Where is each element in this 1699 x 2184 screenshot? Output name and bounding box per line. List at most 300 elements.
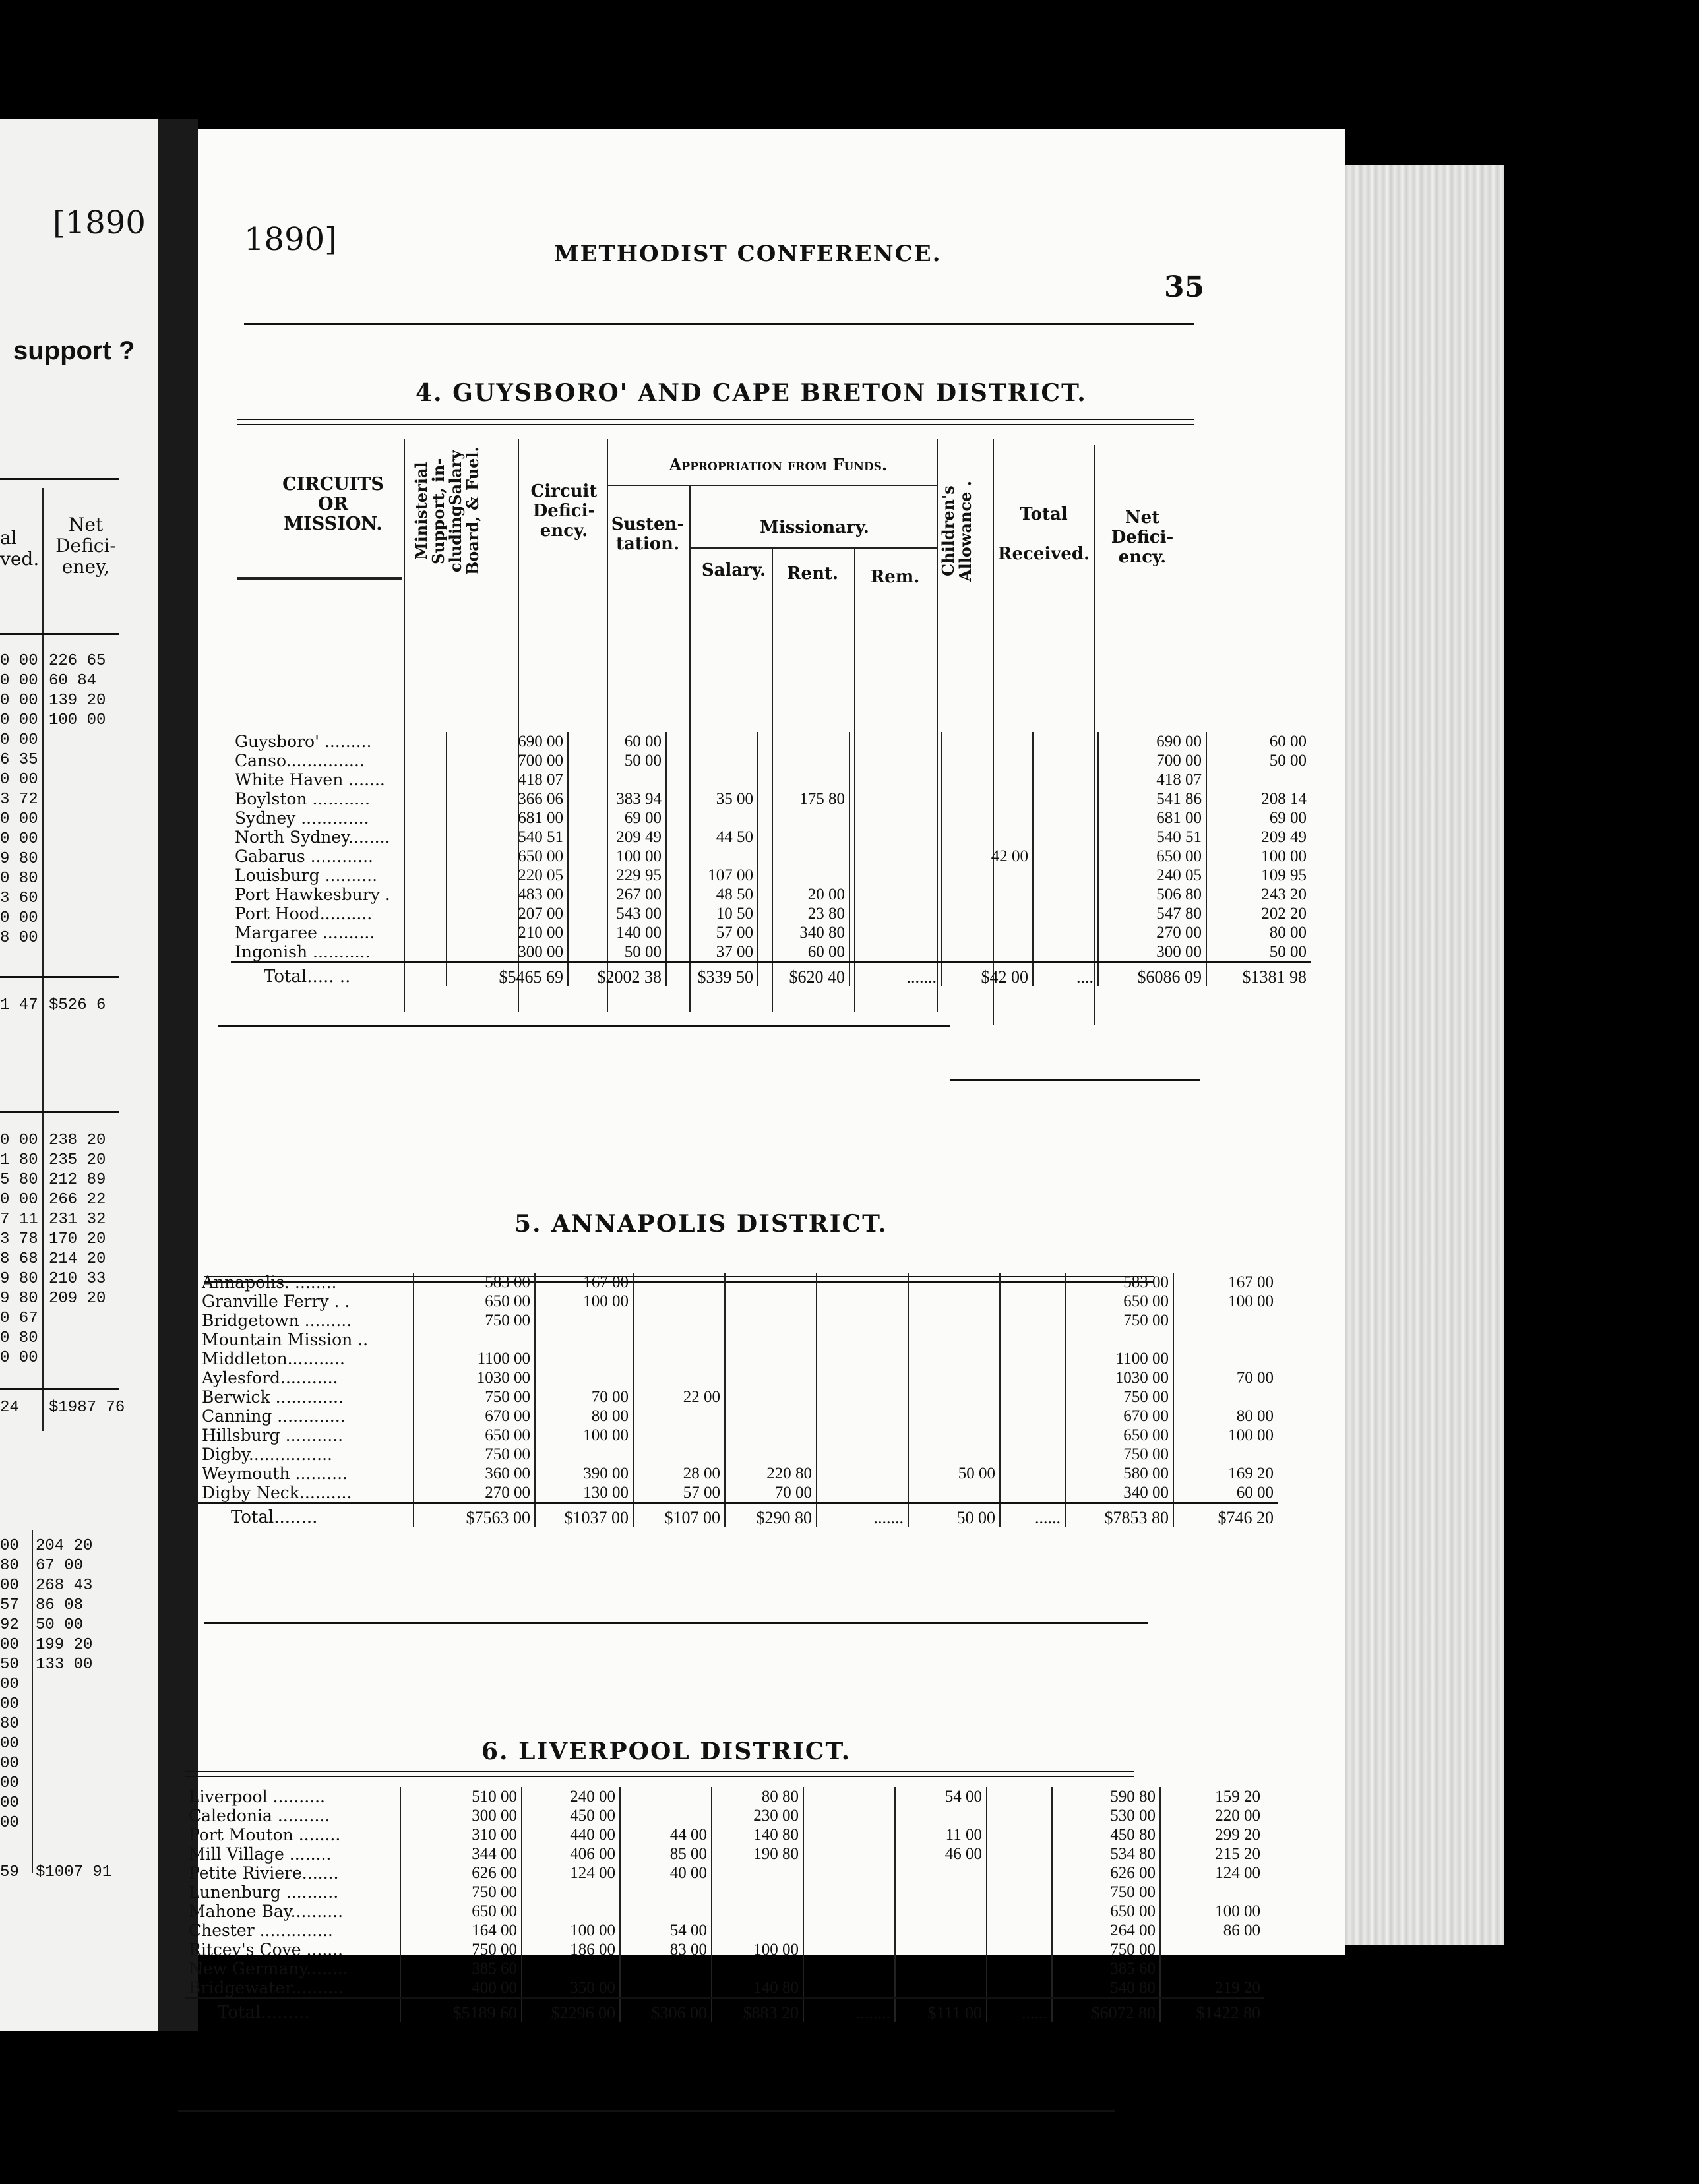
rem-cell: [908, 1483, 1000, 1503]
table-row: [231, 923, 1311, 942]
rent-cell: [850, 923, 941, 942]
salary-cell: [725, 1407, 817, 1426]
net-deficiency-cell: 219 20: [1160, 1978, 1264, 1999]
circuit-deficiency-cell: [535, 1330, 633, 1349]
net-deficiency-cell: 124 00: [1160, 1864, 1264, 1883]
salary-cell: [712, 1864, 803, 1883]
rent-cell: [803, 1921, 895, 1940]
childrens-cell: [987, 1902, 1052, 1921]
rem-cell: [908, 1311, 1000, 1330]
left-page-value: 235 20: [49, 1151, 106, 1169]
circuit-deficiency-cell: [535, 1349, 633, 1368]
sustentation-cell: [666, 808, 758, 828]
net-deficiency-cell: [1206, 770, 1311, 789]
left-page-value: 00: [0, 1794, 19, 1812]
total-received-cell: 650 00: [1065, 1292, 1173, 1311]
childrens-cell: [1000, 1407, 1065, 1426]
rent-cell: [817, 1368, 908, 1387]
ministerial-cell: 400 00: [400, 1978, 522, 1999]
rent-cell: [817, 1407, 908, 1426]
net-deficiency-cell: 69 00: [1206, 808, 1311, 828]
rem-cell: 54 00: [895, 1787, 987, 1806]
childrens-cell: [987, 1959, 1052, 1978]
left-page-value: 0 00: [0, 771, 38, 789]
net-deficiency-cell: 299 20: [1160, 1825, 1264, 1844]
childrens-cell: [987, 1806, 1052, 1825]
left-page-value: 50: [0, 1656, 19, 1674]
rem-cell: [908, 1349, 1000, 1368]
ministerial-cell: 360 00: [414, 1464, 535, 1483]
left-page-value: 214 20: [49, 1250, 106, 1268]
left-page-rule: [0, 976, 119, 978]
sustentation-cell: 28 00: [633, 1464, 725, 1483]
circuit-name: Port Hood..........: [235, 904, 373, 923]
circuit-deficiency-cell: 167 00: [535, 1273, 633, 1292]
left-page-value: 0 00: [0, 692, 38, 710]
net-deficiency-cell: 202 20: [1206, 904, 1311, 923]
left-page-value: 9 80: [0, 1290, 38, 1308]
total-received-cell: 690 00: [1098, 732, 1206, 751]
header-title: METHODIST CONFERENCE.: [554, 241, 942, 267]
total-ministerial: $5465 69: [447, 963, 568, 987]
left-page-value: 139 20: [49, 692, 106, 710]
salary-cell: [712, 1959, 803, 1978]
total-received-cell: 547 80: [1098, 904, 1206, 923]
total-received-cell: 540 80: [1052, 1978, 1160, 1999]
total-received-cell: 583 00: [1065, 1273, 1173, 1292]
left-page-value: 9 80: [0, 1270, 38, 1288]
left-page-value: 170 20: [49, 1230, 106, 1248]
rem-cell: [941, 942, 1033, 963]
childrens-cell: [1000, 1464, 1065, 1483]
sustentation-cell: 40 00: [620, 1864, 712, 1883]
left-page-value: 0 00: [0, 712, 38, 729]
header-sustentation: Susten- tation.: [611, 514, 685, 554]
book-gutter: [158, 119, 198, 2031]
salary-cell: [758, 828, 850, 847]
total-row: [185, 1999, 1264, 2023]
total-received-cell: 580 00: [1065, 1464, 1173, 1483]
left-page-value: 57: [0, 1596, 19, 1614]
sustentation-cell: 35 00: [666, 789, 758, 808]
childrens-cell: [1033, 828, 1098, 847]
ministerial-cell: 418 07: [447, 770, 568, 789]
left-page-value: 92: [0, 1616, 19, 1634]
salary-cell: [725, 1311, 817, 1330]
table-row: [198, 1445, 1278, 1464]
salary-cell: 80 80: [712, 1787, 803, 1806]
page-edges: [1319, 165, 1504, 1945]
circuit-name: Caledonia ..........: [189, 1806, 330, 1825]
ministerial-cell: 690 00: [447, 732, 568, 751]
circuit-name: Ritcey's Cove .......: [189, 1940, 344, 1959]
total-received-cell: 506 80: [1098, 885, 1206, 904]
left-block2-total-received: 24: [0, 1399, 19, 1416]
left-block3-received: [0, 1536, 19, 1833]
left-page-rule: [0, 633, 119, 635]
left-page-value: 0 00: [0, 1132, 38, 1149]
left-page-rule: [0, 478, 119, 480]
circuit-name: Mahone Bay..........: [189, 1902, 344, 1921]
rem-cell: [895, 1806, 987, 1825]
left-page-value: 5 80: [0, 1171, 38, 1189]
sustentation-cell: [633, 1273, 725, 1292]
sustentation-cell: 85 00: [620, 1844, 712, 1864]
circuit-deficiency-cell: 100 00: [568, 847, 666, 866]
left-page-value: 0 00: [0, 830, 38, 848]
section-bottom-rule: [178, 2110, 1115, 2112]
circuit-deficiency-cell: 229 95: [568, 866, 666, 885]
section-rule: [185, 1771, 1134, 1772]
rent-cell: [850, 751, 941, 770]
left-page-value: 86 08: [36, 1596, 84, 1614]
left-page-value: 0 00: [0, 1191, 38, 1209]
salary-cell: [712, 1902, 803, 1921]
total-sustentation: $107 00: [633, 1503, 725, 1528]
left-block2-total-net: $1987 76: [49, 1399, 125, 1416]
section-bottom-rule: [218, 1025, 950, 1027]
circuit-name: Ingonish ...........: [235, 942, 371, 961]
table-row: [185, 1902, 1264, 1921]
table-row: [198, 1407, 1278, 1426]
header-underline: [237, 577, 402, 580]
salary-cell: [725, 1445, 817, 1464]
sustentation-cell: 57 00: [666, 923, 758, 942]
childrens-cell: [1000, 1483, 1065, 1503]
total-salary: $883 20: [712, 1999, 803, 2023]
rent-cell: [803, 1978, 895, 1999]
circuit-name: North Sydney........: [235, 828, 390, 847]
left-page-value: 0 00: [0, 810, 38, 828]
left-page-value: 0 00: [0, 652, 38, 670]
childrens-cell: [1000, 1387, 1065, 1407]
ministerial-cell: 583 00: [414, 1273, 535, 1292]
rem-cell: 42 00: [941, 847, 1033, 866]
circuit-deficiency-cell: 240 00: [522, 1787, 620, 1806]
rem-cell: [908, 1445, 1000, 1464]
sustentation-cell: 54 00: [620, 1921, 712, 1940]
header-circuit-deficiency: Circuit Defici- ency.: [530, 481, 598, 541]
salary-cell: 140 80: [712, 1825, 803, 1844]
left-page-value: 00: [0, 1577, 19, 1594]
rent-cell: [817, 1273, 908, 1292]
rem-cell: [941, 732, 1033, 751]
sustentation-cell: [620, 1978, 712, 1999]
left-col-received-header: al ved.: [0, 527, 40, 570]
rent-cell: [817, 1330, 908, 1349]
total-net-deficiency: $1422 80: [1160, 1999, 1264, 2023]
left-col-divider: [42, 488, 44, 1141]
table-row: [198, 1273, 1278, 1292]
net-deficiency-cell: 60 00: [1173, 1483, 1278, 1503]
rent-cell: [850, 942, 941, 963]
left-page-value: 266 22: [49, 1191, 106, 1209]
left-page-value: 80: [0, 1715, 19, 1733]
total-rem: 50 00: [908, 1503, 1000, 1528]
ministerial-cell: 650 00: [447, 847, 568, 866]
table-row: [198, 1387, 1278, 1407]
table-row: [231, 732, 1311, 751]
left-page-value: 212 89: [49, 1171, 106, 1189]
total-received-cell: 750 00: [1065, 1445, 1173, 1464]
net-deficiency-cell: [1173, 1349, 1278, 1368]
ministerial-cell: 310 00: [400, 1825, 522, 1844]
rent-cell: [803, 1806, 895, 1825]
circuit-name: Gabarus ............: [235, 847, 373, 866]
circuit-deficiency-cell: 140 00: [568, 923, 666, 942]
page-number: 35: [1164, 270, 1205, 304]
total-label: Total..... ..: [231, 963, 447, 987]
left-page-heading: support ?: [13, 336, 135, 365]
rem-cell: [895, 1883, 987, 1902]
circuit-name: Berwick .............: [202, 1387, 344, 1407]
left-page-value: 231 32: [49, 1211, 106, 1228]
total-received-cell: 450 80: [1052, 1825, 1160, 1844]
ministerial-cell: 650 00: [414, 1426, 535, 1445]
circuit-name: Digby................: [202, 1445, 332, 1464]
net-deficiency-cell: 169 20: [1173, 1464, 1278, 1483]
sustentation-cell: [633, 1368, 725, 1387]
left-block1-net: [49, 652, 106, 731]
section-rule: [185, 1776, 1134, 1777]
section-title: 4. GUYSBORO' AND CAPE BRETON DISTRICT.: [416, 379, 1087, 407]
total-received-cell: 541 86: [1098, 789, 1206, 808]
rem-cell: [908, 1426, 1000, 1445]
net-deficiency-cell: [1160, 1883, 1264, 1902]
left-page-year: [1890: [53, 204, 146, 241]
rent-cell: [817, 1426, 908, 1445]
total-received-cell: 590 80: [1052, 1787, 1160, 1806]
ministerial-cell: 540 51: [447, 828, 568, 847]
salary-cell: [725, 1368, 817, 1387]
childrens-cell: [987, 1921, 1052, 1940]
left-page-value: 0 00: [0, 909, 38, 927]
salary-cell: 230 00: [712, 1806, 803, 1825]
total-received-cell: 750 00: [1065, 1387, 1173, 1407]
rem-cell: 11 00: [895, 1825, 987, 1844]
circuit-deficiency-cell: 383 94: [568, 789, 666, 808]
rent-cell: [817, 1311, 908, 1330]
total-ministerial: $5189 60: [400, 1999, 522, 2023]
circuit-deficiency-cell: 186 00: [522, 1940, 620, 1959]
childrens-cell: [987, 1787, 1052, 1806]
rem-cell: [908, 1368, 1000, 1387]
header-circuits: CIRCUITS OR MISSION.: [282, 474, 384, 534]
circuit-deficiency-cell: 69 00: [568, 808, 666, 828]
rem-cell: [941, 808, 1033, 828]
net-deficiency-cell: 86 00: [1160, 1921, 1264, 1940]
childrens-cell: [1033, 904, 1098, 923]
left-page-value: 226 65: [49, 652, 106, 670]
rent-cell: [817, 1464, 908, 1483]
total-rent: .......: [850, 963, 941, 987]
left-page-value: 3 72: [0, 791, 38, 808]
net-deficiency-cell: 109 95: [1206, 866, 1311, 885]
rem-cell: [941, 923, 1033, 942]
sustentation-cell: [620, 1806, 712, 1825]
left-page-rule: [0, 1111, 119, 1113]
circuit-name: Petite Riviere.......: [189, 1864, 339, 1883]
sustentation-cell: [633, 1311, 725, 1330]
net-deficiency-cell: 70 00: [1173, 1368, 1278, 1387]
sustentation-cell: [633, 1292, 725, 1311]
salary-cell: 60 00: [758, 942, 850, 963]
left-page-value: 3 78: [0, 1230, 38, 1248]
section-bottom-rule: [204, 1622, 1148, 1624]
circuit-deficiency-cell: 50 00: [568, 942, 666, 963]
sustentation-cell: [666, 847, 758, 866]
salary-cell: [725, 1330, 817, 1349]
ministerial-cell: 626 00: [400, 1864, 522, 1883]
ministerial-cell: 366 06: [447, 789, 568, 808]
total-total-received: $6072 80: [1052, 1999, 1160, 2023]
left-page-value: 00: [0, 1735, 19, 1753]
total-received-cell: 750 00: [1052, 1883, 1160, 1902]
salary-cell: [758, 847, 850, 866]
total-net-deficiency: $1381 98: [1206, 963, 1311, 987]
table-row: [231, 885, 1311, 904]
rem-cell: [895, 1864, 987, 1883]
circuit-deficiency-cell: [522, 1959, 620, 1978]
rent-cell: [850, 885, 941, 904]
left-page-value: 0 80: [0, 1329, 38, 1347]
salary-cell: [758, 751, 850, 770]
ministerial-cell: 483 00: [447, 885, 568, 904]
left-block3-net: [36, 1536, 92, 1675]
table-row: [231, 847, 1311, 866]
left-block1-total-net: $526 6: [49, 996, 106, 1014]
total-received-cell: 750 00: [1052, 1940, 1160, 1959]
table-row: [231, 789, 1311, 808]
rent-cell: [817, 1445, 908, 1464]
total-received-cell: 270 00: [1098, 923, 1206, 942]
left-page-value: 209 20: [49, 1290, 106, 1308]
circuit-deficiency-cell: 350 00: [522, 1978, 620, 1999]
net-deficiency-cell: 159 20: [1160, 1787, 1264, 1806]
table-row: [185, 1978, 1264, 1999]
childrens-cell: [987, 1864, 1052, 1883]
table-row: [185, 1959, 1264, 1978]
total-received-cell: 650 00: [1065, 1426, 1173, 1445]
total-circuit-deficiency: $2002 38: [568, 963, 666, 987]
circuit-name: Annapolis. ........: [202, 1273, 337, 1292]
total-row: [198, 1503, 1278, 1528]
circuit-name: Bridgewater..........: [189, 1978, 344, 1997]
childrens-cell: [1033, 808, 1098, 828]
circuit-name: Boylston ...........: [235, 789, 370, 808]
rent-cell: [803, 1825, 895, 1844]
rem-cell: [941, 828, 1033, 847]
circuit-name: Hillsburg ...........: [202, 1426, 344, 1445]
left-page-value: 1 80: [0, 1151, 38, 1169]
rem-cell: [908, 1292, 1000, 1311]
section-bottom-rule: [950, 1079, 1200, 1081]
rent-cell: [850, 904, 941, 923]
net-deficiency-cell: 100 00: [1206, 847, 1311, 866]
total-salary: $290 80: [725, 1503, 817, 1528]
ministerial-cell: 681 00: [447, 808, 568, 828]
childrens-cell: [1033, 847, 1098, 866]
salary-cell: 175 80: [758, 789, 850, 808]
salary-cell: 100 00: [712, 1940, 803, 1959]
total-circuit-deficiency: $1037 00: [535, 1503, 633, 1528]
total-received-cell: 750 00: [1065, 1311, 1173, 1330]
childrens-cell: [987, 1844, 1052, 1864]
ministerial-cell: 670 00: [414, 1407, 535, 1426]
net-deficiency-cell: [1173, 1330, 1278, 1349]
left-page-value: 8 68: [0, 1250, 38, 1268]
childrens-cell: [1000, 1273, 1065, 1292]
rem-cell: [941, 751, 1033, 770]
sustentation-cell: [666, 732, 758, 751]
left-page-value: 133 00: [36, 1656, 93, 1674]
header-ministerial: Ministerial Support, in- cludingSalary Board, & Fuel.: [412, 446, 482, 576]
total-rem: $42 00: [941, 963, 1033, 987]
circuit-name: Canso...............: [235, 751, 365, 770]
table-row: [231, 866, 1311, 885]
rent-cell: [850, 808, 941, 828]
ministerial-cell: 210 00: [447, 923, 568, 942]
salary-cell: 20 00: [758, 885, 850, 904]
rem-cell: [941, 770, 1033, 789]
childrens-cell: [987, 1940, 1052, 1959]
circuit-name: Louisburg ..........: [235, 866, 378, 885]
circuit-name: Mill Village ........: [189, 1844, 332, 1864]
sustentation-cell: [620, 1883, 712, 1902]
ministerial-cell: 750 00: [414, 1387, 535, 1407]
rent-cell: [803, 1959, 895, 1978]
circuit-name: Port Mouton ........: [189, 1825, 341, 1844]
rem-cell: [941, 866, 1033, 885]
sustentation-cell: [633, 1407, 725, 1426]
rem-cell: [895, 1978, 987, 1999]
total-received-cell: 700 00: [1098, 751, 1206, 770]
rent-cell: [850, 847, 941, 866]
section-rule: [237, 424, 1194, 425]
table-row: [185, 1787, 1264, 1806]
ministerial-cell: 207 00: [447, 904, 568, 923]
circuit-deficiency-cell: [522, 1883, 620, 1902]
total-received-cell: 540 51: [1098, 828, 1206, 847]
salary-cell: 70 00: [725, 1483, 817, 1503]
left-page-value: 0 00: [0, 672, 38, 690]
sustentation-cell: 44 00: [620, 1825, 712, 1844]
table-row: [198, 1311, 1278, 1330]
total-received-cell: [1065, 1330, 1173, 1349]
rem-cell: 50 00: [908, 1464, 1000, 1483]
left-page-value: 7 11: [0, 1211, 38, 1228]
ministerial-cell: 300 00: [447, 942, 568, 963]
left-page-fragment: [0, 119, 158, 2031]
circuit-name: Lunenburg ..........: [189, 1883, 339, 1902]
childrens-cell: [1033, 732, 1098, 751]
circuit-name: Sydney .............: [235, 808, 369, 828]
left-page-value: 80: [0, 1557, 19, 1575]
rent-cell: [850, 770, 941, 789]
net-deficiency-cell: 80 00: [1173, 1407, 1278, 1426]
childrens-cell: [1000, 1349, 1065, 1368]
rent-cell: [817, 1387, 908, 1407]
total-childrens: ......: [987, 1999, 1052, 2023]
circuit-name: Port Hawkesbury .: [235, 885, 390, 904]
childrens-cell: [1000, 1445, 1065, 1464]
ministerial-cell: 650 00: [414, 1292, 535, 1311]
circuit-name: Mountain Mission ..: [202, 1330, 369, 1349]
rent-cell: [850, 866, 941, 885]
total-received-cell: 340 00: [1065, 1483, 1173, 1503]
circuit-deficiency-cell: [535, 1368, 633, 1387]
total-net-deficiency: $746 20: [1173, 1503, 1278, 1528]
